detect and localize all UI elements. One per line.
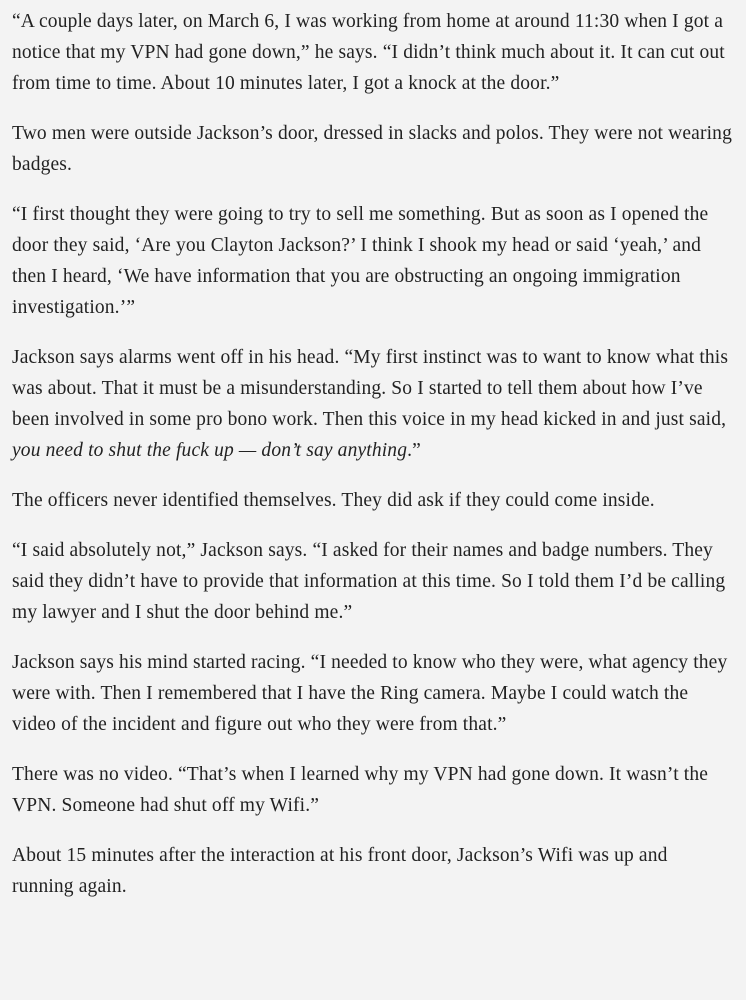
paragraph-2: Two men were outside Jackson’s door, dressed in slacks and polos. They were not wearing badges. bbox=[12, 123, 732, 175]
paragraph-4 bbox=[12, 342, 734, 466]
paragraph-6: “I said absolutely not,” Jackson says. “I asked for their names and badge numbers. They said they didn’t have to provide that information at this time. So I told them I’d be calling my lawyer and I shut the door behind me.” bbox=[12, 540, 726, 623]
paragraph-5: The officers never identified themselves. They did ask if they could come inside. bbox=[12, 490, 655, 511]
paragraph-4-italic-quote: you need to shut the fuck up — don’t say anything bbox=[12, 440, 408, 461]
paragraph-1: “A couple days later, on March 6, I was working from home at around 11:30 when I got a notice that my VPN had gone down,” he says. “I didn’t think much about it. It can cut out from time to time. About 10 minutes later, I got a knock at the door.” bbox=[12, 11, 725, 94]
paragraph-4-tail: .” bbox=[407, 440, 421, 461]
paragraph-3: “I first thought they were going to try to sell me something. But as soon as I opened the door they said, ‘Are you Clayton Jackson?’ I think I shook my head or said ‘yeah,’ and then I heard, ‘We have information that you are obstructing an ongoing immigration investigation.’” bbox=[12, 204, 709, 318]
paragraph-7: Jackson says his mind started racing. “I needed to know who they were, what agency they were with. Then I remembered that I have the Ring camera. Maybe I could watch the video of the incident and figure out who they were from that.” bbox=[12, 652, 728, 735]
paragraph-4-lead: Jackson says alarms went off in his head. “My first instinct was to want to know what this was about. That it must be a misunderstanding. So I started to tell them about how I’ve been involved in some pro bono work. Then this voice in my head kicked in and just said, bbox=[12, 347, 729, 430]
paragraph-8: There was no video. “That’s when I learned why my VPN had gone down. It wasn’t the VPN. Someone had shut off my Wifi.” bbox=[12, 764, 709, 816]
paragraph-9: About 15 minutes after the interaction at his front door, Jackson’s Wifi was up and running again. bbox=[12, 845, 668, 897]
